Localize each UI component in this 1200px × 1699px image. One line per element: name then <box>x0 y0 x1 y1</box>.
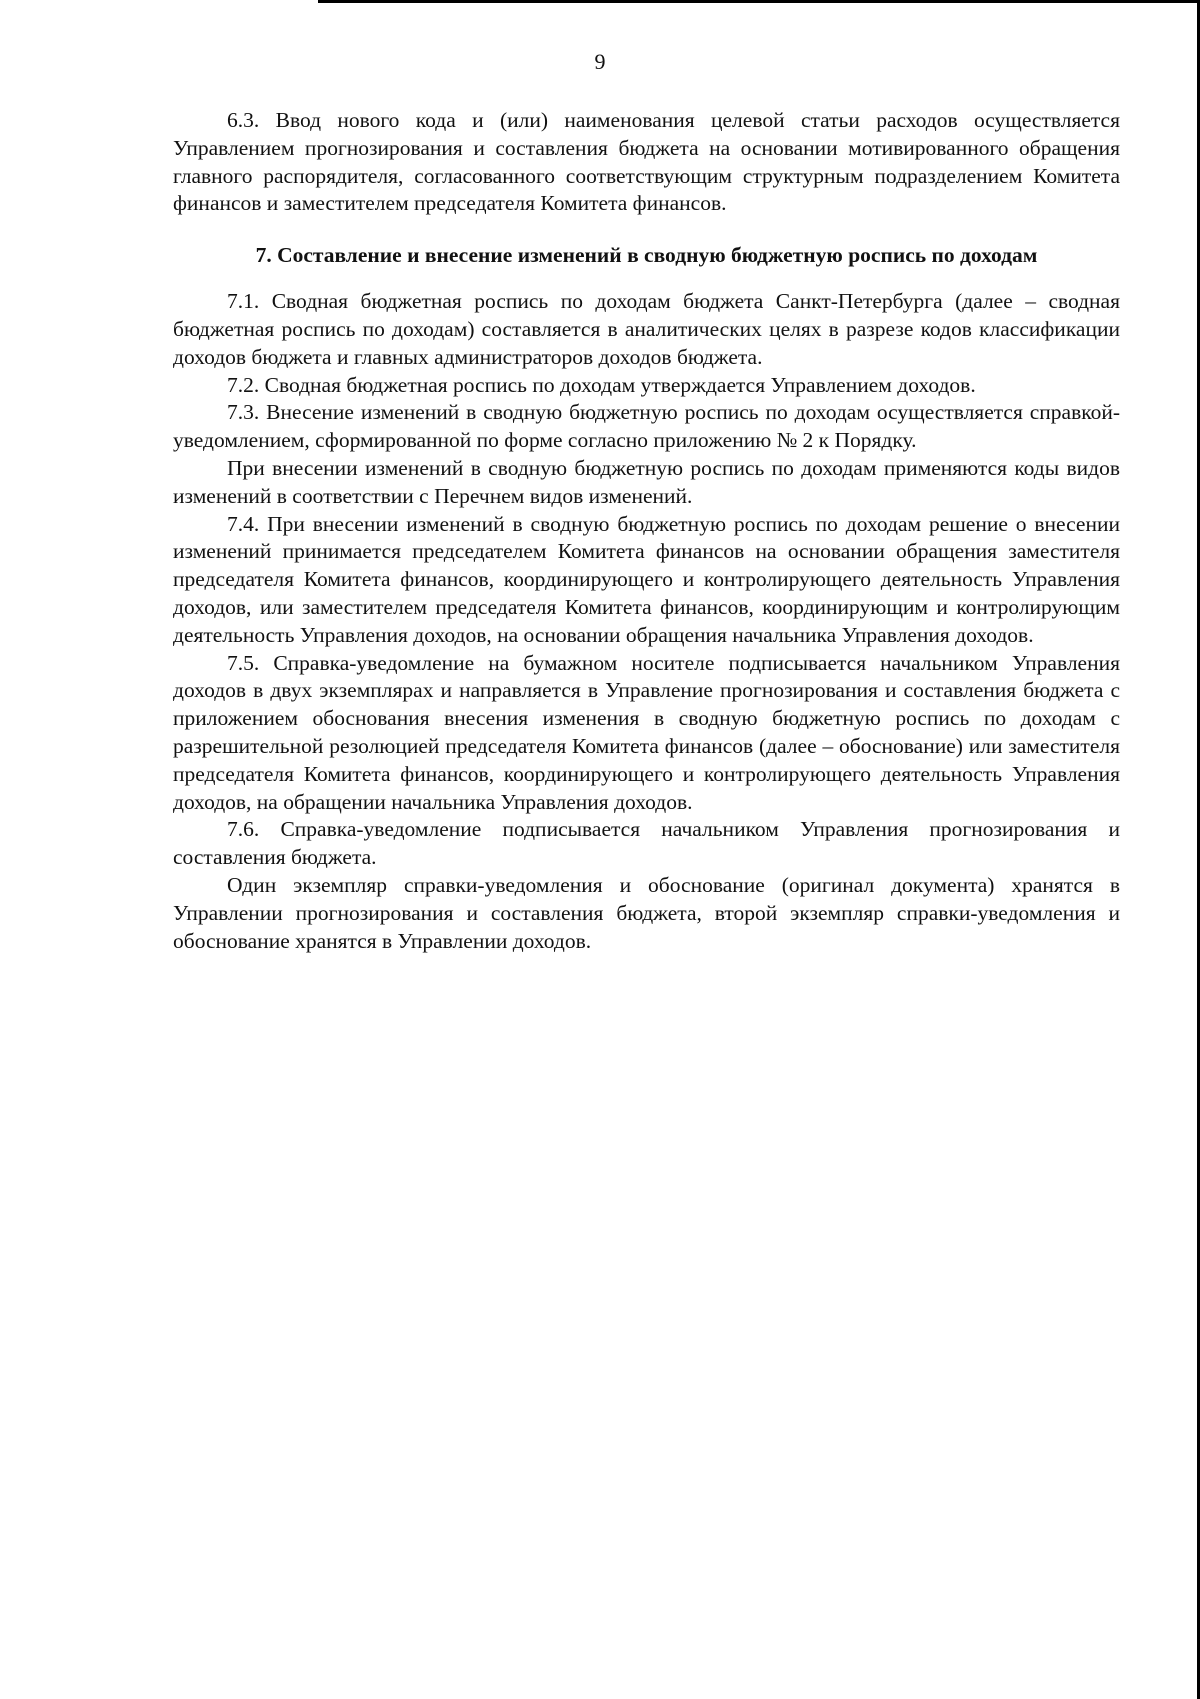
paragraph-7-1: 7.1. Сводная бюджетная роспись по доходам бюджета Санкт-Петербурга (далее – сводная бюджетная роспись по доходам) составляется в аналитических целях в разрезе кодов классификации доходов бюджета и главных администраторов доходов бюджета. <box>173 289 1120 369</box>
paragraph-7-3: 7.3. Внесение изменений в сводную бюджетную роспись по доходам осуществляется справкой-уведомлением, сформированной по форме согласно приложению № 2 к Порядку. <box>173 400 1120 453</box>
paragraph-7-4: 7.4. При внесении изменений в сводную бюджетную роспись по доходам решение о внесении изменений принимается председателем Комитета финансов на основании обращения заместителя председателя Комитета финансов, координирующего и контролирующего деятельность Управления доходов, или заместителем председателя Комитета финансов, координирующим и контролирующим деятельность Управления доходов, на основании обращения начальника Управления доходов. <box>173 511 1120 647</box>
paragraph-7-2: 7.2. Сводная бюджетная роспись по доходам утверждается Управлением доходов. <box>227 372 976 397</box>
paragraph-6-3: 6.3. Ввод нового кода и (или) наименования целевой статьи расходов осуществляется Управлением прогнозирования и составления бюджета на основании мотивированного обращения главного распорядителя, согласованного соответствующим структурным подразделением Комитета финансов и заместителем председателя Комитета финансов. <box>173 108 1120 216</box>
paragraph-7-6: 7.6. Справка-уведомление подписывается начальником Управления прогнозирования и составления бюджета. <box>173 817 1120 870</box>
page-number: 9 <box>594 49 606 74</box>
scan-border-top <box>318 0 1200 3</box>
document-body <box>173 107 1120 955</box>
paragraph-7-5: 7.5. Справка-уведомление на бумажном носителе подписывается начальником Управления доходов в двух экземплярах и направляется в Управление прогнозирования и составления бюджета с приложением обоснования внесения изменения в сводную бюджетную роспись по доходам с разрешительной резолюцией председателя Комитета финансов (далее – обоснование) или заместителя председателя Комитета финансов, координирующего и контролирующего деятельность Управления доходов, на обращении начальника Управления доходов. <box>173 650 1120 814</box>
paragraph-7-3-codes: При внесении изменений в сводную бюджетную роспись по доходам применяются коды видов изменений в соответствии с Перечнем видов изменений. <box>173 455 1120 508</box>
section-heading: 7. Составление и внесение изменений в сводную бюджетную роспись по доходам <box>255 243 1038 268</box>
paragraph-7-6-storage: Один экземпляр справки-уведомления и обоснование (оригинал документа) хранятся в Управлении прогнозирования и составления бюджета, второй экземпляр справки-уведомления и обоснование хранятся в Управлении доходов. <box>173 872 1120 953</box>
